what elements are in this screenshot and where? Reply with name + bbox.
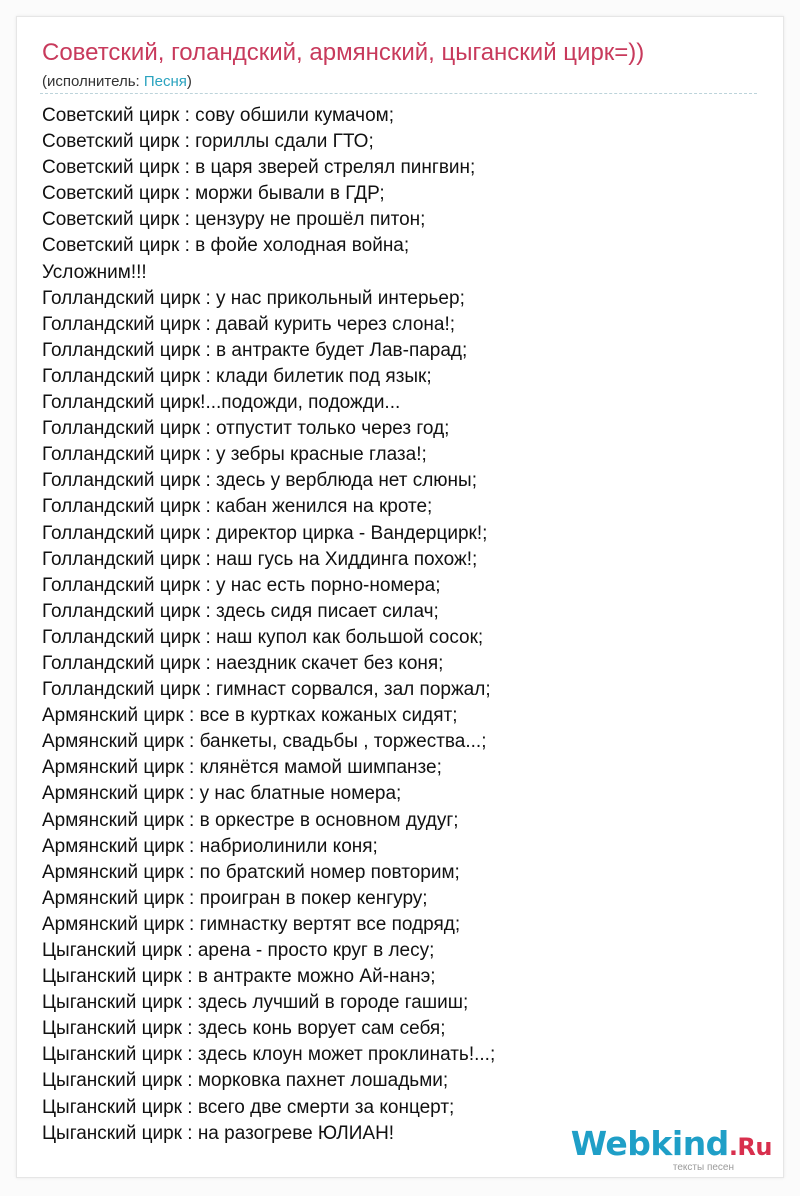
lyric-line: Армянский цирк : по братский номер повторим; xyxy=(42,861,460,883)
lyric-line: Цыганский цирк : здесь лучший в городе гашиш; xyxy=(42,992,469,1014)
lyric-line: Голландский цирк!...подожди, подожди... xyxy=(42,392,401,414)
lyric-line: Голландский цирк : здесь сидя писает силач; xyxy=(42,600,439,622)
lyric-line: Цыганский цирк : в антракте можно Ай-нанэ; xyxy=(42,966,436,988)
lyric-line: Цыганский цирк : на разогреве ЮЛИАН! xyxy=(42,1122,395,1144)
lyric-line: Голландский цирк : наш гусь на Хиддинга похож!; xyxy=(42,548,478,570)
logo-wordmark xyxy=(570,1124,772,1164)
lyric-line: Советский цирк : в царя зверей стрелял пингвин; xyxy=(42,157,476,179)
lyric-line: Армянский цирк : все в куртках кожаных сидят; xyxy=(42,705,458,727)
lyric-line: Армянский цирк : банкеты, свадьбы , торжества...; xyxy=(42,731,487,753)
lyric-line: Голландский цирк : у нас прикольный интерьер; xyxy=(42,287,465,309)
artist-suffix: ) xyxy=(186,73,192,90)
lyric-line: Цыганский цирк : морковка пахнет лошадьми; xyxy=(42,1070,449,1092)
site-logo[interactable] xyxy=(570,1124,772,1174)
logo-main-text: Webkind xyxy=(570,1124,729,1163)
lyric-line: Голландский цирк : отпустит только через год; xyxy=(42,418,450,440)
lyric-line: Усложним!!! xyxy=(42,261,147,283)
lyric-line: Советский цирк : моржи бывали в ГДР; xyxy=(42,183,385,205)
lyric-line: Голландский цирк : у зебры красные глаза!; xyxy=(42,444,427,466)
title-divider xyxy=(40,93,757,94)
lyric-line: Армянский цирк : гимнастку вертят все подряд; xyxy=(42,913,461,935)
lyric-line: Голландский цирк : в антракте будет Лав-парад; xyxy=(42,339,468,361)
lyrics-list xyxy=(42,103,495,1147)
lyric-line: Голландский цирк : давай курить через слона!; xyxy=(42,313,456,335)
lyric-line: Советский цирк : гориллы сдали ГТО; xyxy=(42,131,374,153)
lyric-line: Голландский цирк : гимнаст сорвался, зал поржал; xyxy=(42,679,491,701)
lyric-line: Армянский цирк : набриолинили коня; xyxy=(42,835,378,857)
lyric-line: Голландский цирк : директор цирка - Вандерцирк!; xyxy=(42,522,488,544)
lyric-line: Армянский цирк : клянётся мамой шимпанзе; xyxy=(42,757,442,779)
lyric-line: Советский цирк : сову обшили кумачом; xyxy=(42,105,394,126)
lyric-line: Голландский цирк : у нас есть порно-номера; xyxy=(42,574,441,596)
logo-tagline: тексты песен xyxy=(672,1162,734,1173)
logo-tld: .Ru xyxy=(728,1133,772,1161)
lyric-line: Армянский цирк : проигран в покер кенгуру; xyxy=(42,887,428,909)
lyric-line: Голландский цирк : здесь у верблюда нет слюны; xyxy=(42,470,477,492)
lyric-line: Армянский цирк : в оркестре в основном дудуг; xyxy=(42,809,459,831)
lyric-line: Советский цирк : цензуру не прошёл питон; xyxy=(42,209,426,231)
lyric-line: Голландский цирк : наш купол как большой сосок; xyxy=(42,626,484,648)
lyric-line: Цыганский цирк : арена - просто круг в лесу; xyxy=(42,940,435,961)
lyric-line: Советский цирк : в фойе холодная война; xyxy=(42,235,410,257)
lyric-line: Цыганский цирк : всего две смерти за концерт; xyxy=(42,1096,455,1118)
artist-prefix: (исполнитель: xyxy=(42,73,144,90)
lyric-line: Армянский цирк : у нас блатные номера; xyxy=(42,783,402,805)
page-title: Советский, голандский, армянский, цыганский цирк=)) xyxy=(42,39,645,66)
lyric-line: Голландский цирк : кабан женился на кроте; xyxy=(42,496,433,518)
lyric-line: Цыганский цирк : здесь клоун может проклинать!...; xyxy=(42,1044,496,1066)
lyric-line: Голландский цирк : наездник скачет без коня; xyxy=(42,652,444,674)
artist-line xyxy=(42,72,192,92)
artist-link[interactable]: Песня xyxy=(143,73,187,90)
lyric-line: Голландский цирк : клади билетик под язык; xyxy=(42,365,432,387)
lyric-line: Цыганский цирк : здесь конь ворует сам себя; xyxy=(42,1018,446,1040)
